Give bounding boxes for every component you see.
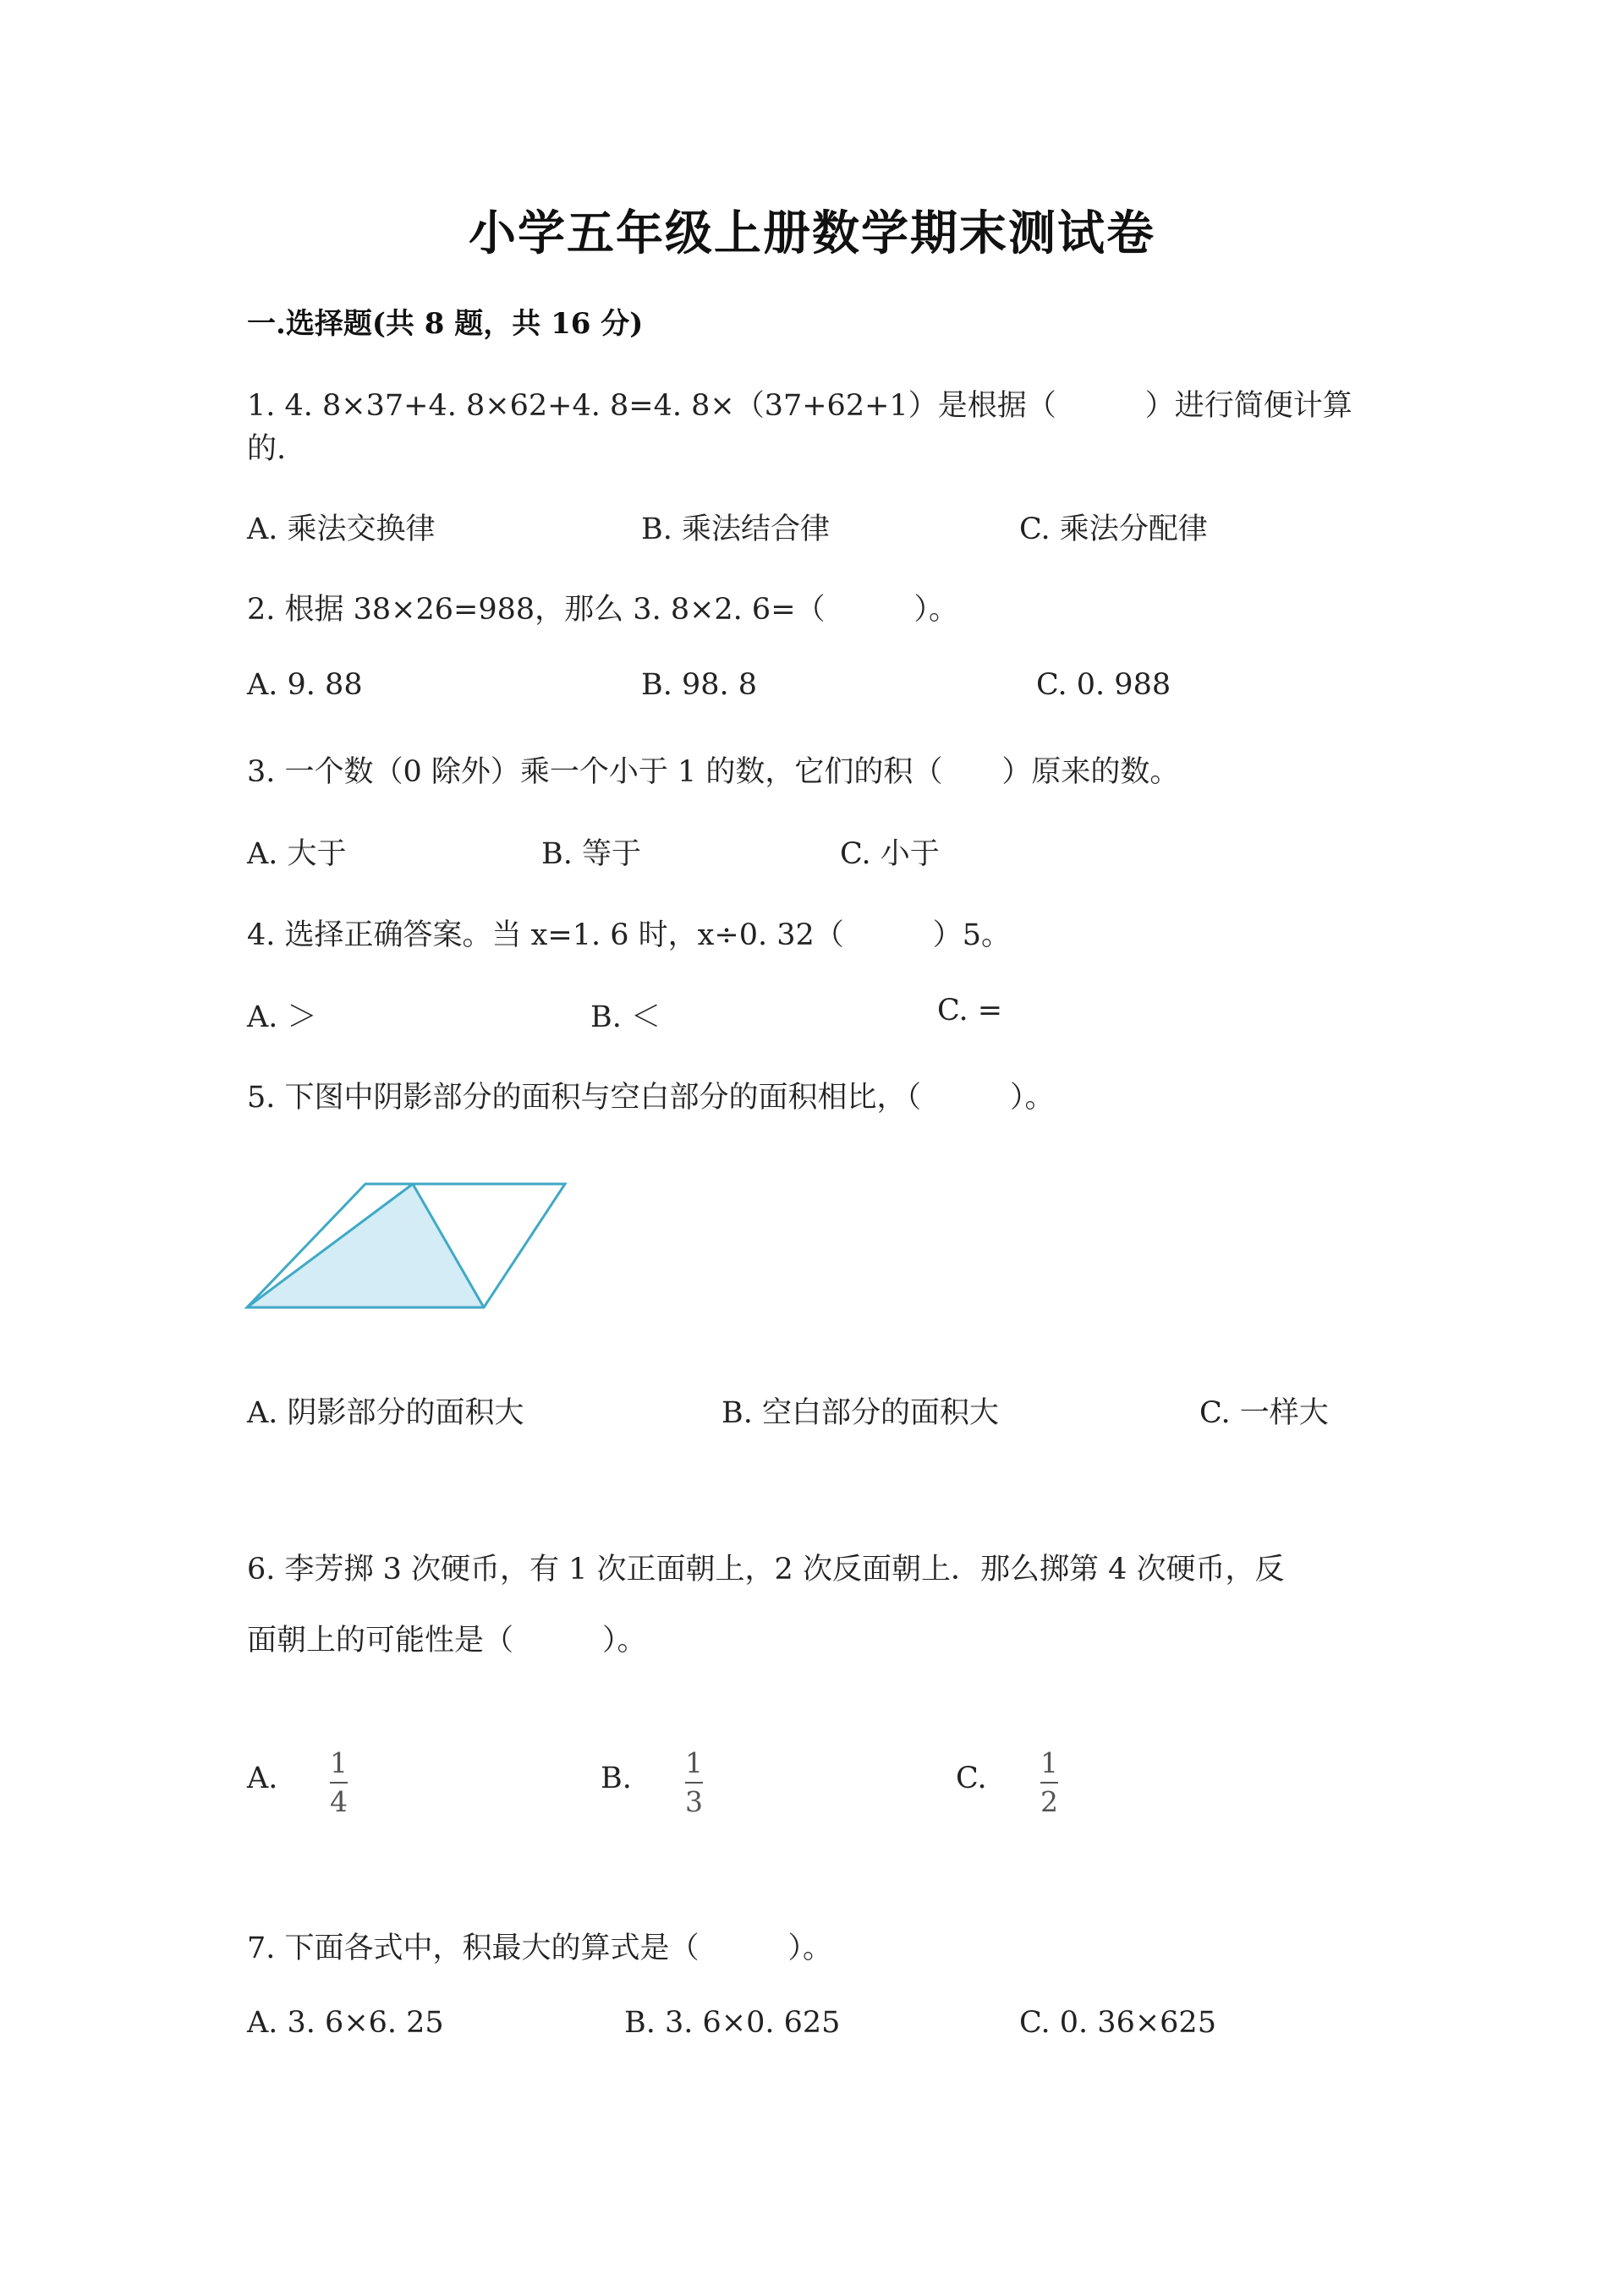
question-7-text: 7. 下面各式中，积最大的算式是（ ）。 <box>247 1932 833 1965</box>
fraction-bar <box>1040 1782 1058 1784</box>
fraction-numerator: 1 <box>685 1746 703 1779</box>
fraction-numerator: 1 <box>330 1746 348 1779</box>
fraction-bar <box>330 1782 348 1784</box>
question-5-option-b: B. 空白部分的面积大 <box>721 1396 999 1430</box>
question-1-option-b: B. 乘法结合律 <box>641 512 830 546</box>
question-4-option-a: A. ＞ <box>247 1000 317 1034</box>
section-heading: 一.选择题(共 8 题，共 16 分) <box>247 307 644 341</box>
question-1-text: 1. 4. 8×37+4. 8×62+4. 8=4. 8×（37+62+1）是根据（ ）进行简便计算 <box>247 389 1352 423</box>
question-4-option-b: B. ＜ <box>590 1000 661 1034</box>
question-6-option-b-label: B. <box>601 1762 632 1795</box>
question-6-text-cont: 面朝上的可能性是（ ）。 <box>247 1624 647 1658</box>
question-7-option-b: B. 3. 6×0. 625 <box>624 2006 841 2040</box>
question-2-option-c: C. 0. 988 <box>1036 668 1171 702</box>
question-6-option-c-label: C. <box>956 1762 987 1795</box>
question-2-text: 2. 根据 38×26=988，那么 3. 8×2. 6=（ ）。 <box>247 593 959 627</box>
parallelogram-figure <box>237 1175 575 1319</box>
question-4-text: 4. 选择正确答案。当 x=1. 6 时，x÷0. 32（ ）5。 <box>247 918 1012 952</box>
fraction-denominator: 3 <box>685 1785 703 1818</box>
question-3-option-a: A. 大于 <box>247 837 347 871</box>
question-7-option-c: C. 0. 36×625 <box>1019 2006 1216 2040</box>
question-7-option-a: A. 3. 6×6. 25 <box>247 2006 444 2040</box>
question-5-option-c: C. 一样大 <box>1199 1396 1329 1430</box>
fraction-numerator: 1 <box>1040 1746 1058 1779</box>
question-3-option-b: B. 等于 <box>541 837 641 871</box>
question-5-option-a: A. 阴影部分的面积大 <box>247 1396 524 1430</box>
question-6-option-a-fraction <box>330 1746 348 1819</box>
question-2-option-b: B. 98. 8 <box>641 668 758 702</box>
fraction-denominator: 2 <box>1040 1785 1058 1818</box>
question-6-text: 6. 李芳掷 3 次硬币，有 1 次正面朝上，2 次反面朝上．那么掷第 4 次硬币，反 <box>247 1553 1285 1586</box>
question-1-text-cont: 的. <box>247 432 287 466</box>
page-title: 小学五年级上册数学期末测试卷 <box>469 205 1155 261</box>
question-2-option-a: A. 9. 88 <box>247 668 363 702</box>
question-1-option-c: C. 乘法分配律 <box>1019 512 1208 546</box>
question-5-text: 5. 下图中阴影部分的面积与空白部分的面积相比，（ ）。 <box>247 1081 1055 1115</box>
question-6-option-a-label: A. <box>247 1762 278 1795</box>
question-3-option-c: C. 小于 <box>840 837 940 871</box>
question-1-option-a: A. 乘法交换律 <box>247 512 436 546</box>
question-6-option-b-fraction <box>685 1746 703 1819</box>
fraction-denominator: 4 <box>330 1785 348 1818</box>
question-4-option-c: C. = <box>937 994 1003 1027</box>
question-6-option-c-fraction <box>1040 1746 1058 1819</box>
question-3-text: 3. 一个数（0 除外）乘一个小于 1 的数，它们的积（ ）原来的数。 <box>247 755 1180 789</box>
fraction-bar <box>685 1782 703 1784</box>
